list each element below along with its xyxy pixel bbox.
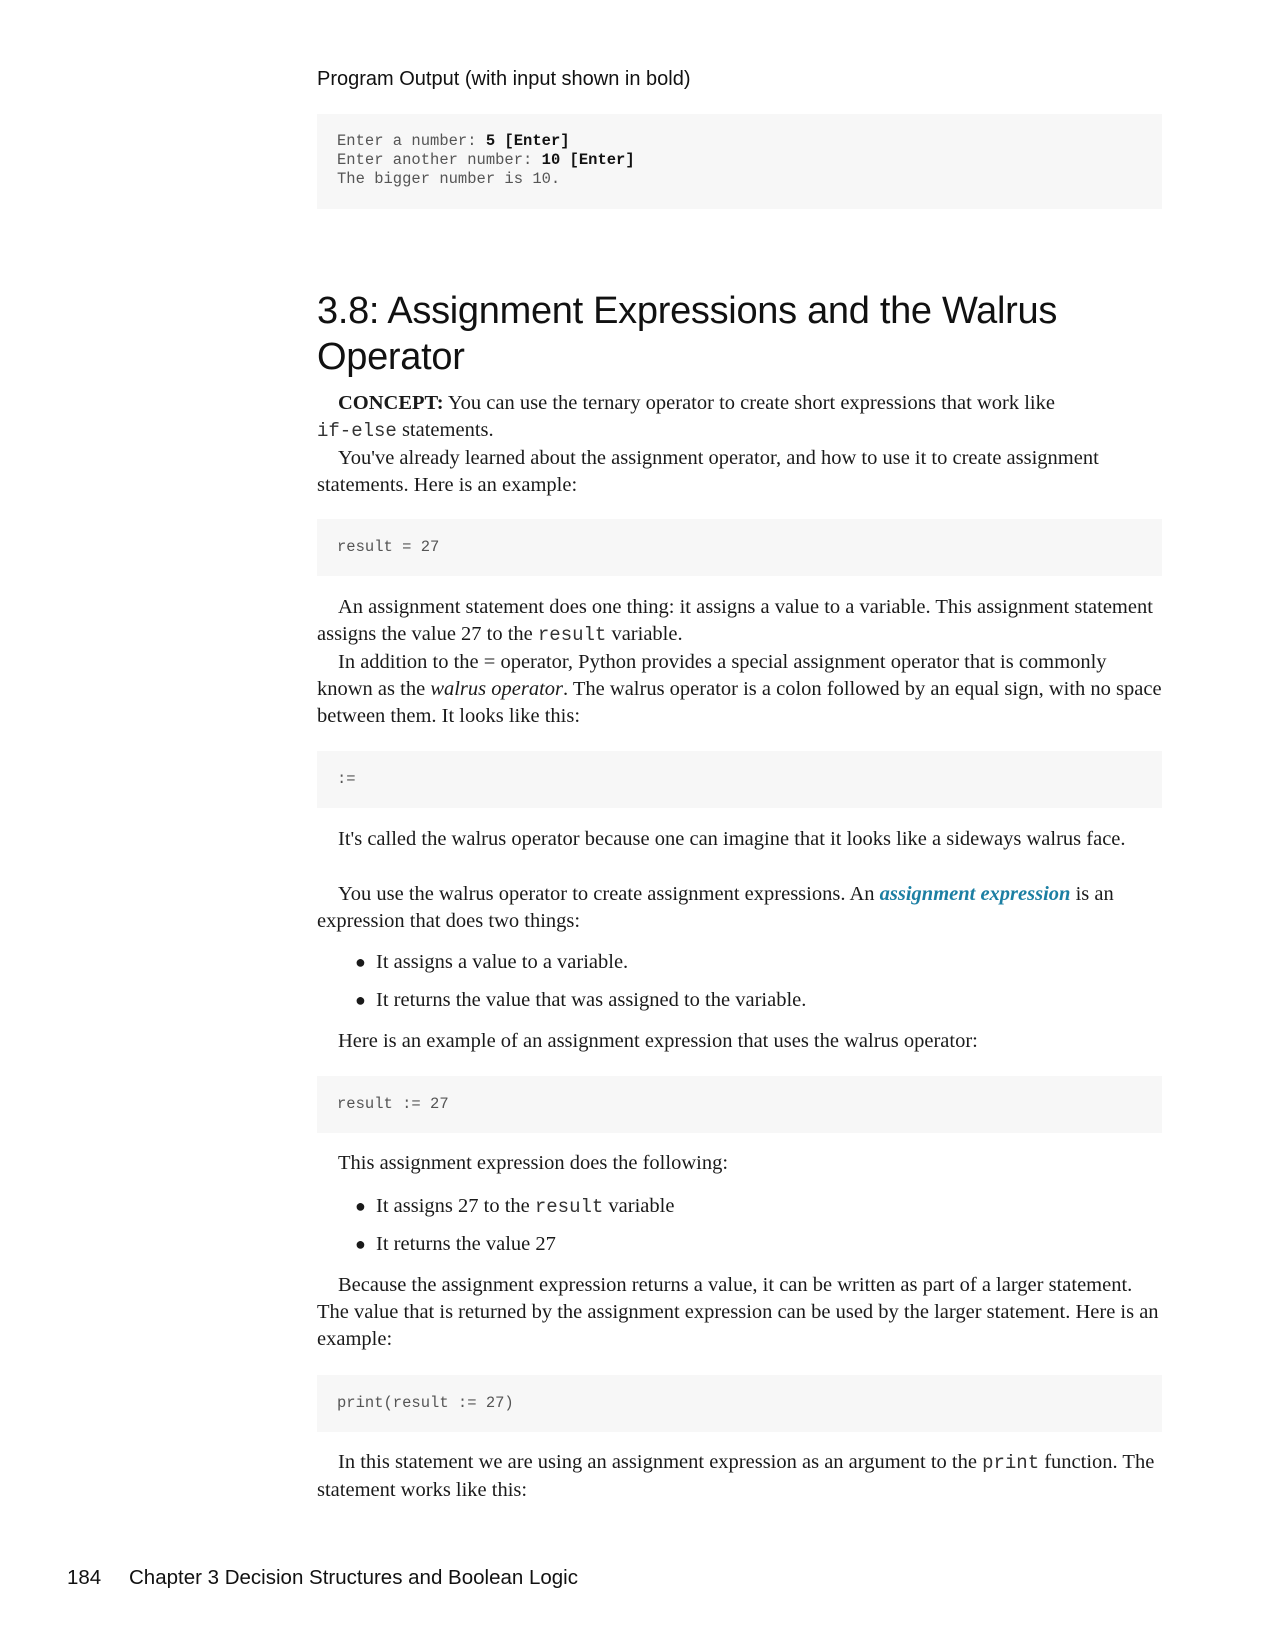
program-output-label: Program Output (with input shown in bold)	[317, 68, 691, 90]
chapter-title: Chapter 3 Decision Structures and Boolean Logic	[129, 1566, 578, 1589]
concept-paragraph: CONCEPT: You can use the ternary operator to create short expressions that work like if-else statements.	[317, 392, 1055, 442]
paragraph-walrus-intro: In addition to the = operator, Python provides a special assignment operator that is commonly known as the walrus operator. The walrus operator is a colon followed by an equal sign, with no space between them. It looks like this:	[317, 651, 1162, 727]
list-item: ● It returns the value that was assigned to the variable.	[376, 987, 1156, 1014]
code-example-walrus-symbol	[317, 751, 1162, 808]
paragraph-walrus-example-intro: Here is an example of an assignment expression that uses the walrus operator:	[338, 1030, 978, 1052]
list-item: ● It returns the value 27	[376, 1231, 1156, 1258]
bullet-icon: ●	[355, 1196, 366, 1216]
paragraph-does-following: This assignment expression does the following:	[338, 1152, 729, 1174]
page-footer	[67, 1566, 578, 1590]
section-title: 3.8: Assignment Expressions and the Walrus Operator	[317, 290, 1058, 378]
paragraph-walrus-name: It's called the walrus operator because one can imagine that it looks like a sideways walrus face.	[338, 828, 1126, 850]
bullet-icon: ●	[355, 990, 366, 1010]
code-text: result = 27	[337, 538, 440, 556]
bullet-icon: ●	[355, 952, 366, 972]
code-text: result := 27	[337, 1095, 449, 1113]
page-number: 184	[67, 1566, 102, 1589]
paragraph-larger-statement: Because the assignment expression returns a value, it can be written as part of a larger statement. The value that is returned by the assignment expression can be used by the larger statement. Here is an example:	[317, 1274, 1159, 1350]
bullet-icon: ●	[355, 1234, 366, 1254]
program-output-box	[317, 114, 1162, 209]
paragraph-assignment-statement: An assignment statement does one thing: it assigns a value to a variable. This assignment statement assigns the value 27 to the result variable.	[317, 596, 1153, 646]
code-text: :=	[337, 770, 356, 788]
code-example-walrus	[317, 1076, 1162, 1133]
code-text: print(result := 27)	[337, 1394, 514, 1412]
code-example-print	[317, 1375, 1162, 1432]
paragraph-intro: You've already learned about the assignment operator, and how to use it to create assignment statements. Here is an example:	[317, 447, 1099, 496]
list-item: ● It assigns 27 to the result variable	[355, 1195, 675, 1218]
program-output-text: Enter a number: 5 [Enter] Enter another number: 10 [Enter] The bigger number is 10.	[337, 132, 635, 188]
list-item: ● It assigns a value to a variable.	[376, 949, 1156, 976]
paragraph-print-argument: In this statement we are using an assignment expression as an argument to the print function. The statement works like this:	[317, 1451, 1155, 1501]
paragraph-assignment-expression: You use the walrus operator to create assignment expressions. An assignment expression is an expression that does two things:	[317, 883, 1114, 932]
glossary-term-link[interactable]: assignment expression	[879, 883, 1071, 905]
code-example-assignment	[317, 519, 1162, 576]
